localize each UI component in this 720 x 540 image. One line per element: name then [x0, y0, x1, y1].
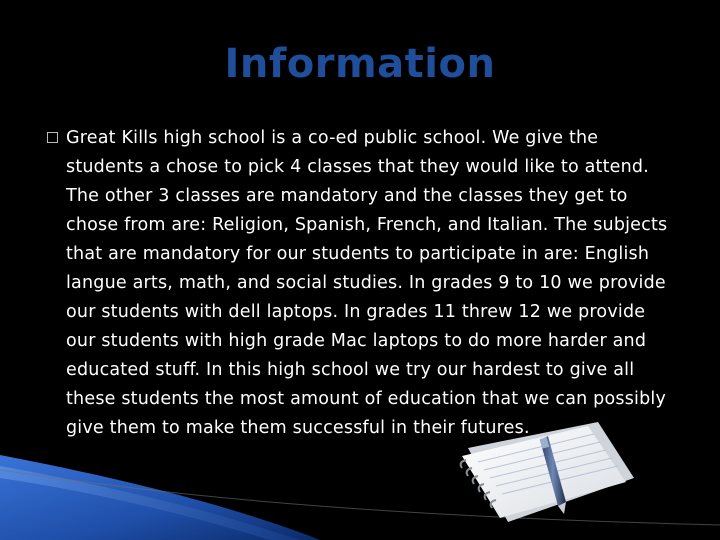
- slide-title: Information: [224, 41, 496, 87]
- bullet-list: [44, 124, 680, 443]
- bullet-text: Great Kills high school is a co-ed public school. We give the students a chose to pick 4 classes that they would like to attend. The other 3 classes are mandatory and the classes they get to chose from are: Religion, Spanish, French, and Italian. The subjects that are mandatory for our students to participate in are: English langue arts, math, and social studies. In grades 9 to 10 we provide our students with dell laptops. In grades 11 threw 12 we provide our students with high grade Mac laptops to do more harder and educated stuff. In this high school we try our hardest to give all these students the most amount of education that we can possibly give them to make them successful in their futures.: [66, 128, 668, 438]
- bullet-item: [44, 124, 680, 443]
- square-bullet-icon: [47, 132, 58, 143]
- notebook-with-pen-image: [448, 418, 634, 522]
